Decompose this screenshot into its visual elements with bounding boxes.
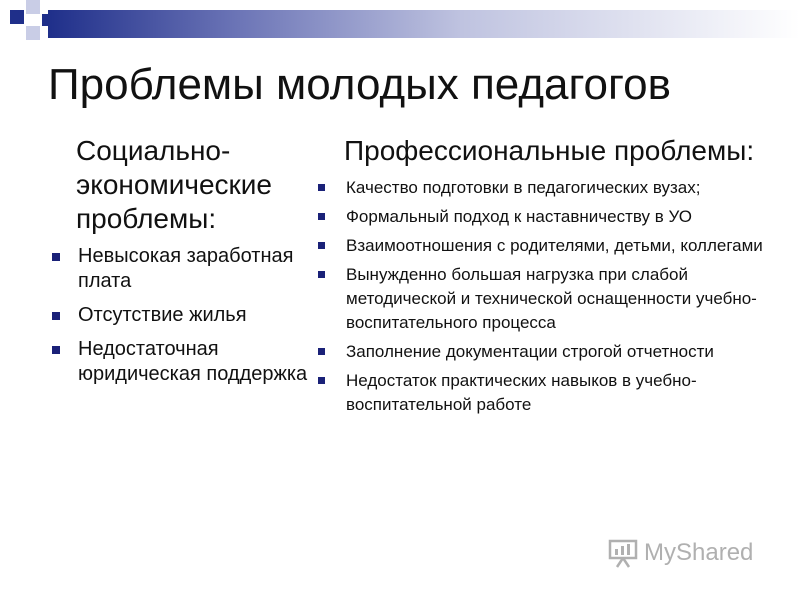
square-bullet-icon [52, 312, 60, 320]
list-item-text: Недостаток практических навыков в учебно-воспитательной работе [346, 371, 697, 414]
list-item [48, 303, 310, 328]
professional-column [314, 134, 784, 422]
list-item [314, 234, 784, 258]
watermark [608, 538, 753, 568]
list-item-text: Формальный подход к наставничеству в УО [346, 207, 692, 226]
list-item [48, 337, 310, 387]
list-item-text: Взаимоотношения с родителями, детьми, коллегами [346, 236, 763, 255]
professional-heading: Профессиональные проблемы: [344, 135, 755, 166]
social-economic-heading: Социально-экономические проблемы: [76, 135, 272, 234]
header-gradient-bar [48, 10, 800, 38]
square-bullet-icon [52, 346, 60, 354]
list-item-text: Заполнение документации строгой отчетности [346, 342, 714, 361]
list-item [48, 244, 310, 294]
list-item [314, 205, 784, 229]
corner-square-navy [10, 10, 24, 24]
square-bullet-icon [318, 242, 325, 249]
list-item-text: Вынужденно большая нагрузка при слабой методической и технической оснащенности учебно-воспитательного процесса [346, 265, 757, 332]
watermark-text: MyShared [644, 539, 754, 566]
social-economic-column [48, 134, 310, 396]
social-economic-list [48, 244, 310, 387]
square-bullet-icon [318, 213, 325, 220]
list-item-text: Недостаточная юридическая поддержка [78, 338, 308, 385]
list-item [314, 340, 784, 364]
square-bullet-icon [318, 348, 325, 355]
corner-square-light-2 [26, 26, 40, 40]
list-item [314, 176, 784, 200]
square-bullet-icon [318, 377, 325, 384]
square-bullet-icon [318, 184, 325, 191]
list-item [314, 263, 784, 335]
square-bullet-icon [52, 253, 60, 261]
list-item-text: Отсутствие жилья [78, 304, 247, 326]
list-item [314, 369, 784, 417]
square-bullet-icon [318, 271, 325, 278]
list-item-text: Невысокая заработная плата [78, 245, 294, 292]
professional-list [314, 176, 784, 417]
corner-square-light [26, 0, 40, 14]
presentation-board-icon [608, 538, 638, 568]
list-item-text: Качество подготовки в педагогических вузах; [346, 178, 701, 197]
slide-title: Проблемы молодых педагогов [48, 60, 671, 109]
